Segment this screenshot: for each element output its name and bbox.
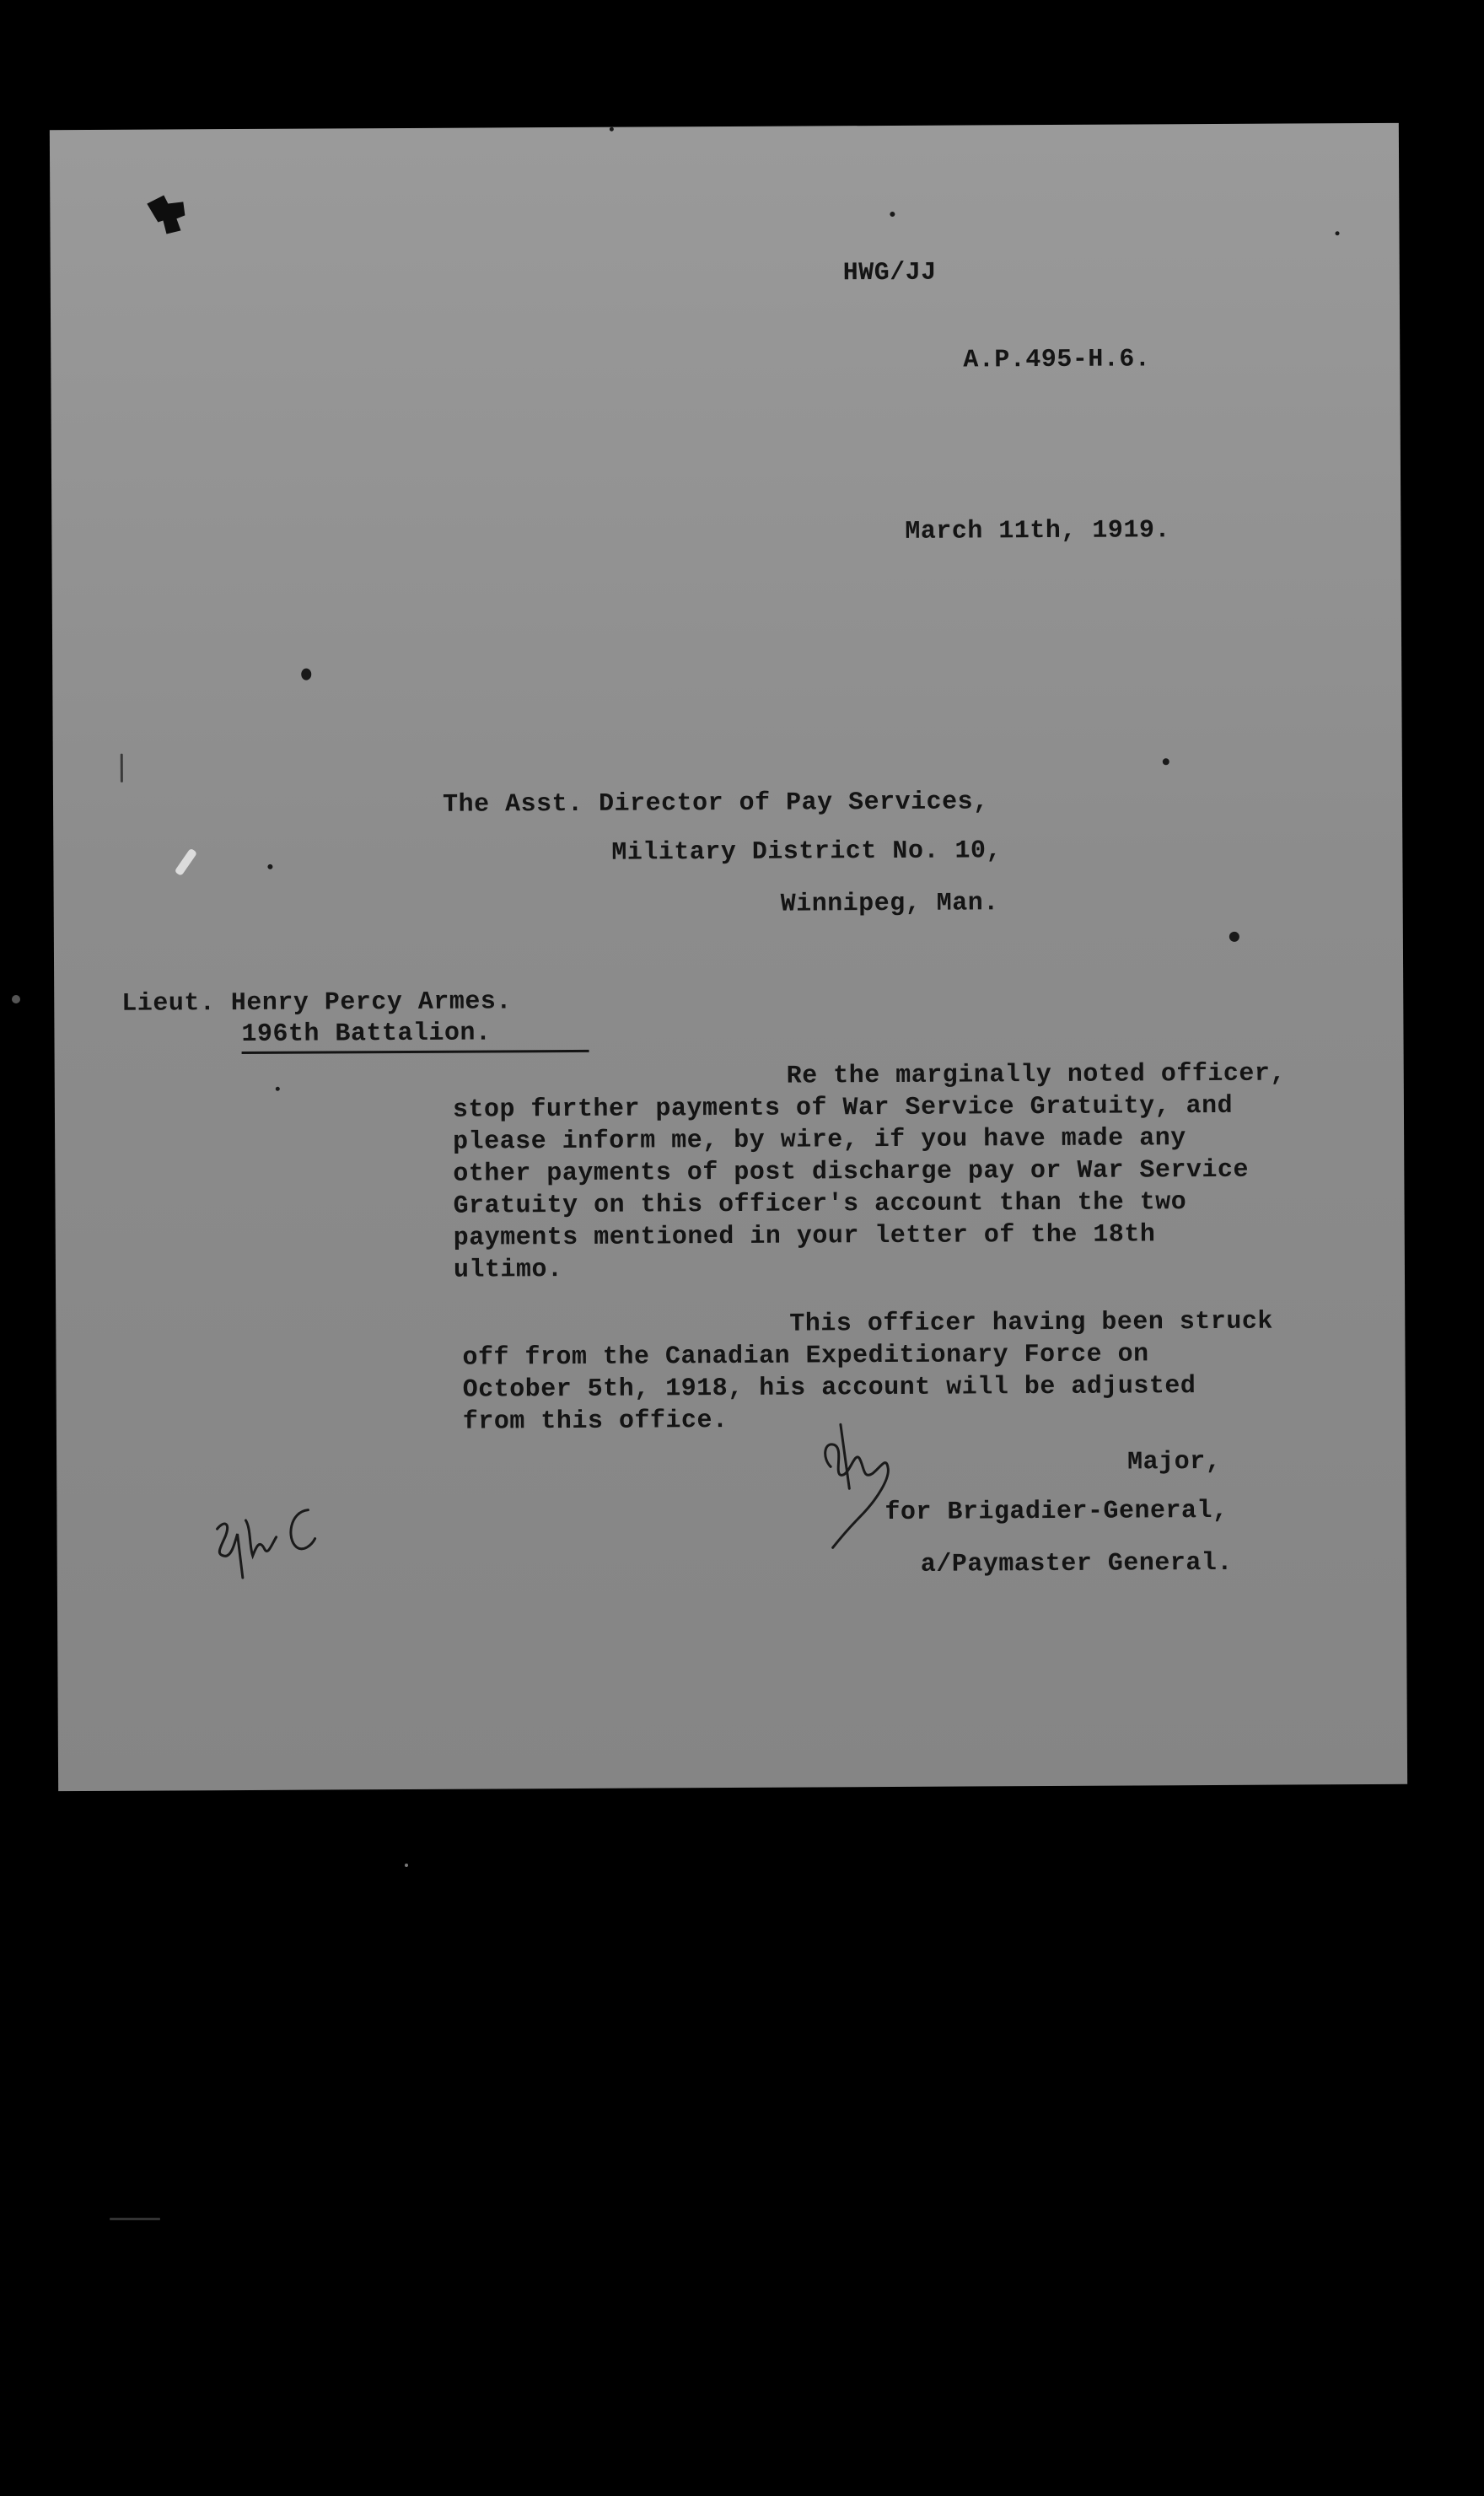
letter-page [50, 123, 1407, 1791]
marginal-note-underline [242, 1050, 589, 1054]
speck [1163, 758, 1169, 765]
paragraph-2-line-4: from this office. [462, 1407, 729, 1437]
signature-rank: Major, [1127, 1447, 1222, 1477]
paragraph-1-line-2: stop further payments of War Service Gratuity, and [452, 1091, 1234, 1125]
handwritten-signature [815, 1407, 917, 1552]
speck [276, 1087, 280, 1091]
speck [1229, 932, 1239, 942]
speck [610, 127, 614, 132]
paragraph-1-line-4: other payments of post discharge pay or War Service [453, 1155, 1250, 1189]
addressee-line-2: Military District No. 10, [611, 836, 1003, 868]
speck [890, 212, 895, 217]
corner-hole-punch-mark [142, 188, 193, 239]
marginal-note-name: Lieut. Henry Percy Armes. [121, 987, 512, 1019]
addressee-line-3: Winnipeg, Man. [780, 889, 999, 919]
addressee-line-1: The Asst. Director of Pay Services, [442, 788, 989, 820]
signature-for-line: for Brigadier-General, [884, 1496, 1229, 1528]
marginal-note-unit: 196th Battalion. [241, 1019, 492, 1050]
background-speck [110, 2218, 160, 2220]
file-number: A.P.495-H.6. [963, 345, 1151, 375]
paragraph-1-line-6: payments mentioned in your letter of the 18th [453, 1220, 1156, 1253]
reference-initials: HWG/JJ [842, 258, 937, 288]
speck [301, 669, 311, 680]
scratch-mark [175, 848, 198, 877]
paragraph-2-line-3: October 5th, 1918, his account will be adjusted [462, 1372, 1196, 1405]
paragraph-1-line-5: Gratuity on this officer's account than the two [453, 1188, 1187, 1221]
background-speck [12, 995, 20, 1003]
paragraph-2-line-2: off from the Canadian Expeditionary Force on [462, 1340, 1149, 1373]
background-speck [405, 1864, 408, 1867]
paragraph-1-line-3: please inform me, by wire, if you have made any [453, 1124, 1186, 1157]
paragraph-2-line-1: This officer having been struck [789, 1307, 1273, 1339]
letter-date: March 11th, 1919. [905, 516, 1171, 546]
paragraph-1-line-1: Re the marginally noted officer, [786, 1059, 1286, 1091]
signature-title: a/Paymaster General. [920, 1548, 1233, 1579]
speck [1336, 231, 1340, 235]
handwritten-initials [208, 1495, 327, 1589]
vertical-scratch [121, 754, 123, 783]
speck [267, 864, 272, 869]
paragraph-1-line-7: ultimo. [453, 1256, 563, 1285]
